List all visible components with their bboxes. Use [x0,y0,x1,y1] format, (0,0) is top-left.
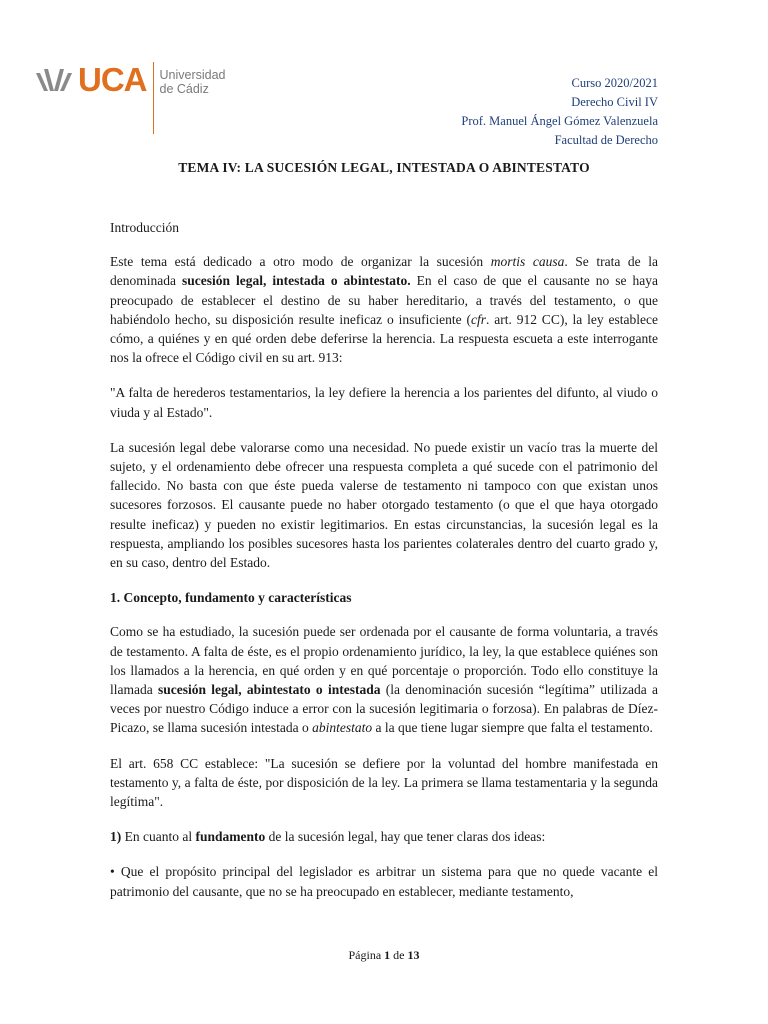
p1-text-c: . Se trata de la denominada [110,254,658,289]
paragraph-4: El art. 658 CC establece: "La sucesión se defiere por la voluntad del hombre manifestada en testamento y, a falta de éste, por disposición de la ley. La primera se llama testamentaria y la segunda legítima". [110,755,658,810]
paragraph-2: La sucesión legal debe valorarse como una necesidad. No puede existir un vacío tras la muerte del sujeto, y el ordenamiento debe ofrecer una respuesta completa a qué sucede con el patrimonio del fallecido. No basta con que éste pueda valerse de testamento ni tampoco con que existan unos sucesores forzosos. El causante puede no haber otorgado testamento (o que el que haya otorgado resulte ineficaz) y pueden no existir legitimarios. En estas circunstancias, la sucesión legal es la respuesta, ampliando los posibles sucesores hasta los parientes colaterales dentro del cuarto grado y, en su caso, dentro del Estado. [110,439,658,571]
document-body [110,218,658,917]
p5-number: 1) [110,829,122,845]
logo-brand: UCA [78,61,147,98]
university-logo [34,60,226,132]
p1-text-a: Este tema está dedicado a otro modo de organizar la sucesión [110,254,491,270]
laurel-icon [34,65,74,95]
p5-text-d: de la sucesión legal, hay que tener claras dos ideas: [265,829,546,845]
current-page-number: 1 [384,948,391,962]
logo-mark [34,60,147,100]
course-professor: Prof. Manuel Ángel Gómez Valenzuela [461,114,658,128]
p1-text-e: En el caso de que el causante no se haya preocupado de establecer el destino de su haber hereditario, a través del testamento, o que habiéndolo hecho, su disposición resulte ineficaz o insuficiente ( [110,273,658,327]
p1-mortis-causa: mortis causa [490,254,565,270]
footer-middle: de [390,948,408,962]
paragraph-5 [110,827,658,846]
p3-abintestato: abintestato [312,720,373,736]
p5-fundamento: fundamento [195,829,266,845]
logo-line-1: Universidad [159,68,226,82]
section-1-heading-text: 1. Concepto, fundamento y características [110,590,352,606]
footer-prefix: Página [348,948,385,962]
intro-heading: Introducción [110,220,179,235]
logo-line-2: de Cádiz [159,82,209,96]
p3-text-a: Como se ha estudiado, la sucesión puede ser ordenada por el causante de forma voluntaria, a través de testamento. A falta de éste, es el propio ordenamiento jurídico, la ley, la que establece quiénes son los llamados a la herencia, en qué orden y en qué porcentaje o proporción. Todo ello constituye la llamada [110,624,658,698]
p5-text-b: En cuanto al [121,829,196,845]
course-info [461,74,658,150]
paragraph-1 [110,252,658,367]
p3-bold-term: sucesión legal, abintestato o intestada [158,682,381,698]
total-pages: 13 [407,948,420,962]
course-subject: Derecho Civil IV [571,95,658,109]
logo-divider [153,62,154,134]
course-faculty: Facultad de Derecho [554,133,658,147]
p1-bold-term: sucesión legal, intestada o abintestato. [181,273,411,289]
quote-art-913: "A falta de herederos testamentarios, la ley defiere la herencia a los parientes del difunto, al viudo o viuda y al Estado". [110,385,658,420]
p3-text-c: (la denominación sucesión “legítima” utilizada a veces por nuestro Código induce a error con la sucesión legitimaria o forzosa). En palabras de Díez-Picazo, se llama sucesión intestada o [110,682,658,736]
bullet-paragraph: • Que el propósito principal del legislador es arbitrar un sistema para que no quede vacante el patrimonio del causante, que no se ha preocupado en establecer, mediante testamento, [110,864,658,899]
course-year: Curso 2020/2021 [571,76,658,90]
document-title: TEMA IV: LA SUCESIÓN LEGAL, INTESTADA O ABINTESTATO [178,160,590,175]
p1-cfr: cfr [470,311,486,327]
section-1-heading [110,588,658,607]
paragraph-3 [110,622,658,737]
logo-university-name [160,68,226,96]
p3-text-e: a la que tiene lugar siempre que falta el testamento. [372,720,653,736]
page-footer [0,948,768,963]
p1-text-g: . art. 912 CC), la ley establece cómo, a quiénes y en qué orden debe deferirse la herencia. La respuesta escueta a este interrogante nos la ofrece el Código civil en su art. 913: [110,311,658,366]
